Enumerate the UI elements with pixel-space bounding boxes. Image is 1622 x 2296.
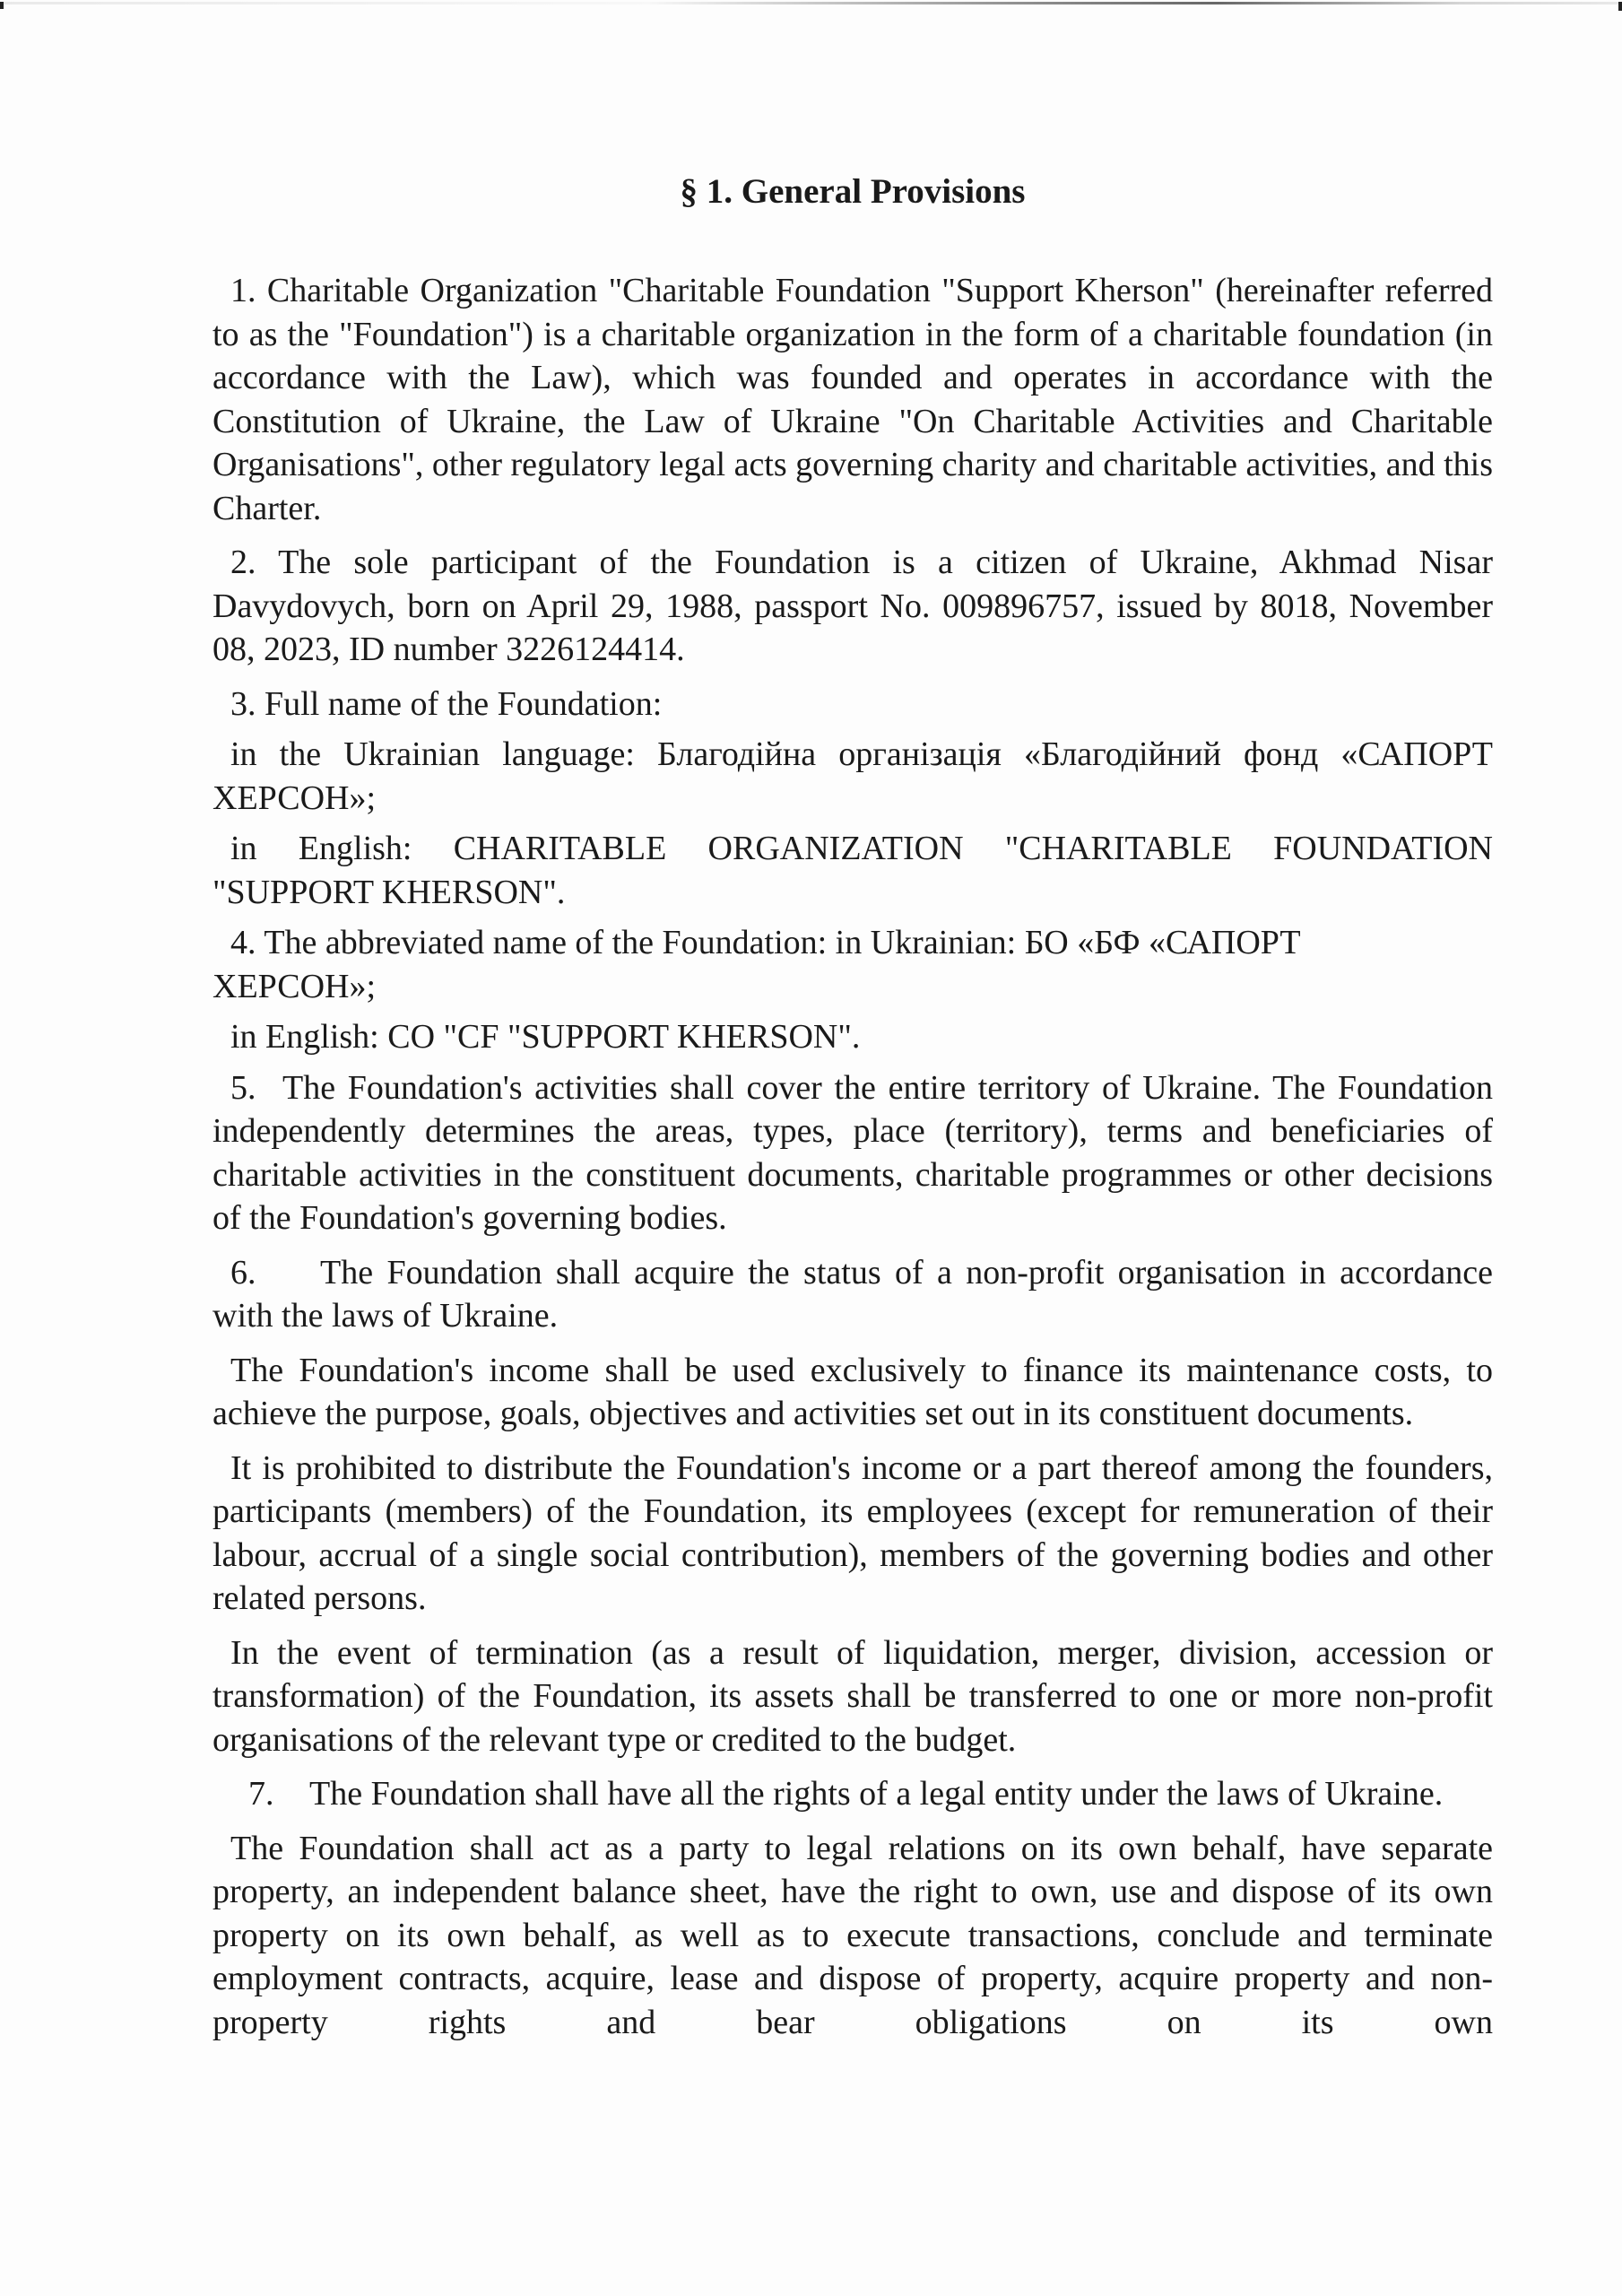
paragraph-6-prohibition	[213, 1447, 1493, 1621]
paragraph-6	[213, 1251, 1493, 1338]
paragraph-4	[213, 921, 1493, 1008]
paragraph-number: 7.	[248, 1775, 274, 1813]
paragraph-6-income	[213, 1349, 1493, 1436]
document-body	[213, 269, 1493, 2055]
paragraph-text: in English: CHARITABLE ORGANIZATION "CHARITABLE FOUNDATION "SUPPORT KHERSON".	[213, 830, 1493, 911]
paragraph-6-termination	[213, 1631, 1493, 1762]
paragraph-text: The Foundation shall acquire the status of a non-profit organisation in accordance with the laws of Ukraine.	[213, 1253, 1493, 1335]
paragraph-text: Charitable Organization "Charitable Foundation "Support Kherson" (hereinafter referred to as the "Foundation") is a charitable organization in the form of a charitable foundation (in accordance with the Law), which was founded and operates in accordance with the Constitution of Ukraine, the Law of Ukraine "On Charitable Activities and Charitable Organisations", other regulatory legal acts governing charity and charitable activities, and this Charter.	[213, 272, 1493, 527]
paragraph-text: The Foundation shall have all the rights of a legal entity under the laws of Ukraine.	[309, 1775, 1444, 1813]
paragraph-number: 3.	[230, 684, 256, 723]
paragraph-7	[213, 1772, 1493, 1816]
paragraph-text: It is prohibited to distribute the Foundation's income or a part thereof among the founders, participants (members) of the Foundation, its employees (except for remuneration of their labour, accrual of a single social contribution), members of the governing bodies and other related persons.	[213, 1448, 1493, 1617]
paragraph-number: 5.	[230, 1068, 256, 1107]
paragraph-3-english-name	[213, 827, 1493, 914]
paragraph-7-legal-relations	[213, 1827, 1493, 2045]
paragraph-number: 6.	[230, 1253, 256, 1292]
paragraph-2	[213, 541, 1493, 672]
scan-corner-mark-right	[1618, 2, 1622, 11]
paragraph-number: 2.	[230, 544, 256, 581]
paragraph-1	[213, 269, 1493, 530]
section-title: § 1. General Provisions	[680, 172, 1026, 211]
paragraph-text: The abbreviated name of the Foundation: in Ukrainian: БО «БФ «САПОРТ ХЕРСОН»;	[213, 924, 1301, 1005]
paragraph-text: The Foundation shall act as a party to legal relations on its own behalf, have separate property, an independent balance sheet, have the right to own, use and dispose of its own property on its own behalf, as well as to execute transactions, conclude and terminate employment contracts, acquire, lease and dispose of property, acquire property and non-property rights and bear obligations on its own	[213, 1829, 1493, 2041]
paragraph-text: in English: CO "CF "SUPPORT KHERSON".	[230, 1018, 861, 1056]
paragraph-text: in the Ukrainian language: Благодійна організація «Благодійний фонд «САПОРТ ХЕРСОН»;	[213, 735, 1493, 817]
scan-edge-artifact	[0, 2, 1622, 4]
paragraph-text: Full name of the Foundation:	[265, 684, 663, 723]
paragraph-text: In the event of termination (as a result of liquidation, merger, division, accession or transformation) of the Foundation, its assets shall be transferred to one or more non-profit organisations of the relevant type or credited to the budget.	[213, 1633, 1493, 1759]
paragraph-number: 1.	[230, 272, 256, 309]
paragraph-4-english-abbrev	[213, 1015, 1493, 1059]
paragraph-3	[213, 683, 1493, 726]
paragraph-number: 4.	[230, 924, 256, 961]
paragraph-3-ukrainian-name	[213, 733, 1493, 820]
paragraph-5	[213, 1066, 1493, 1240]
paragraph-text: The Foundation's activities shall cover the entire territory of Ukraine. The Foundation independently determines the areas, types, place (territory), terms and beneficiaries of charitable activities in the constituent documents, charitable programmes or other decisions of the Foundation's governing bodies.	[213, 1068, 1493, 1237]
paragraph-text: The Foundation's income shall be used exclusively to finance its maintenance costs, to achieve the purpose, goals, objectives and activities set out in its constituent documents.	[213, 1351, 1493, 1432]
paragraph-text: The sole participant of the Foundation is a citizen of Ukraine, Akhmad Nisar Davydovych, born on April 29, 1988, passport No. 009896757, issued by 8018, November 08, 2023, ID number 3226124414.	[213, 544, 1493, 668]
scan-corner-mark-left	[0, 2, 4, 9]
